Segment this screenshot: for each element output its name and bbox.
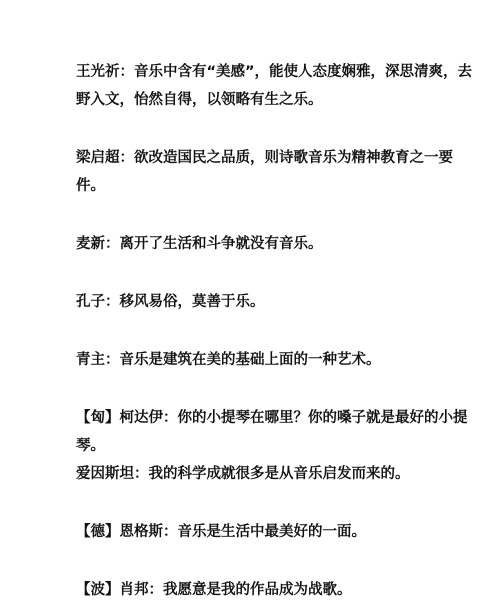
quote-einstein: 爱因斯坦：我的科学成就很多是从音乐启发而来的。 [76, 466, 410, 482]
quote-qing-zhu: 青主：音乐是建筑在美的基础上面的一种艺术。 [76, 352, 381, 368]
quote-chopin: 【波】肖邦：我愿意是我的作品成为战歌。 [76, 582, 352, 598]
quote-wang-guangqi: 王光祈：音乐中含有“美感”，能使人态度娴雅，深思清爽，去野入文，怡然自得，以领略有生之乐。 [76, 64, 473, 108]
quote-kodaly: 【匈】柯达伊：你的小提琴在哪里？你的嗓子就是最好的小提琴。 [76, 410, 468, 454]
quote-document [76, 58, 476, 604]
quote-mai-xin: 麦新：离开了生活和斗争就没有音乐。 [76, 236, 323, 252]
quote-engels: 【德】恩格斯：音乐是生活中最美好的一面。 [76, 524, 366, 540]
quote-liang-qichao: 梁启超：欲改造国民之品质，则诗歌音乐为精神教育之一要件。 [76, 150, 453, 194]
quote-confucius: 孔子：移风易俗，莫善于乐。 [76, 294, 265, 310]
